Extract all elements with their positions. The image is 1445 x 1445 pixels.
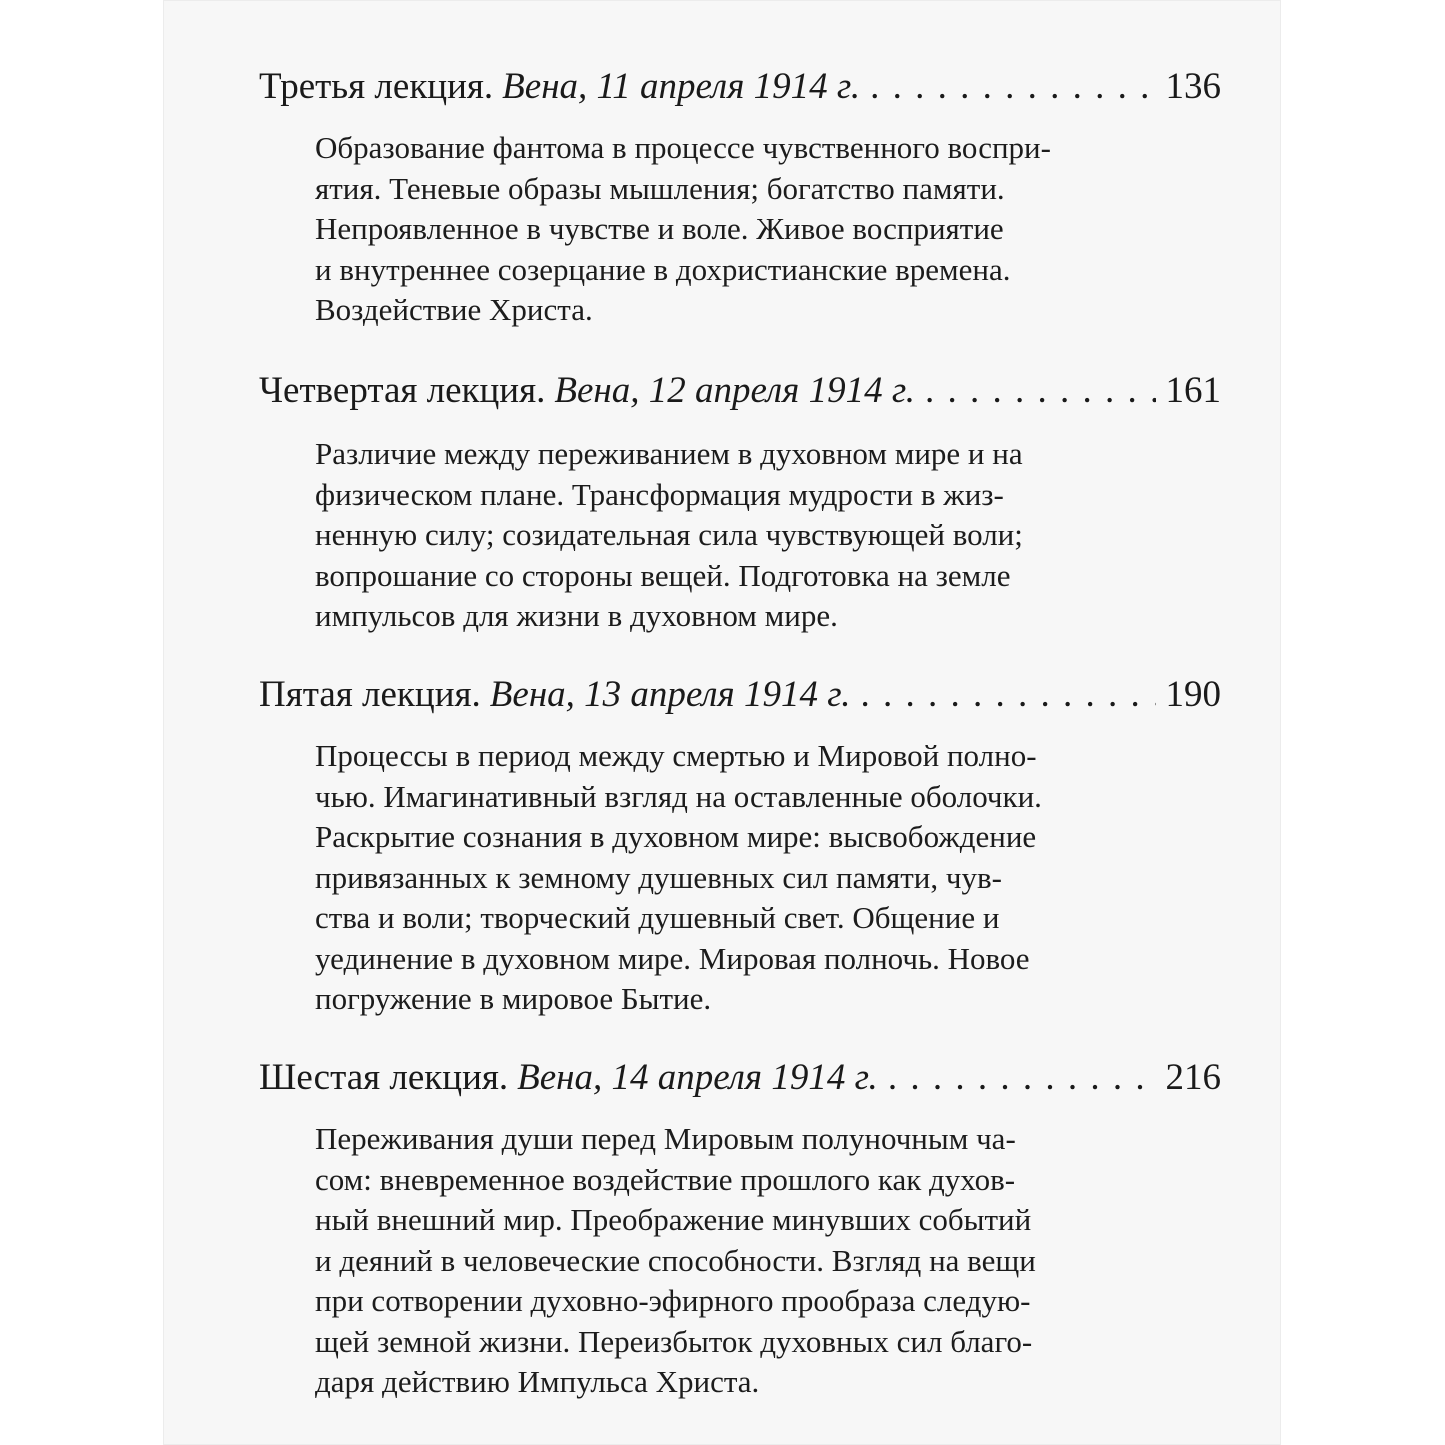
lecture-summary (315, 1119, 1215, 1403)
summary-line: вопрошание со стороны вещей. Подготовка на земле (315, 557, 1011, 593)
summary-line: привязанных к земному душевных сил памяти, чув- (315, 859, 1002, 895)
lecture-summary (315, 736, 1215, 1020)
summary-line: ненную силу; созидательная сила чувствующей воли; (315, 517, 1023, 552)
page-number: 161 (1165, 370, 1221, 411)
summary-line: уединение в духовном мире. Мировая полночь. Новое (315, 940, 1030, 976)
page-number: 216 (1165, 1057, 1221, 1098)
summary-line: и деяний в человеческие способности. Взгляд на вещи (315, 1242, 1036, 1278)
page-number: 136 (1165, 66, 1221, 107)
summary-line: Образование фантома в процессе чувственного воспри- (315, 130, 1051, 165)
dot-leader (860, 670, 1155, 720)
summary-line: Различие между переживанием в духовном мире и на (315, 436, 1023, 471)
lecture-title: Пятая лекция. (259, 674, 481, 715)
summary-line: и внутреннее созерцание в дохристианские времена. (315, 251, 1011, 287)
summary-line: Переживания души перед Мировым полуночным ча- (315, 1121, 1016, 1156)
summary-line: Процессы в период между смертью и Мировой полно- (315, 738, 1037, 773)
summary-line: импульсов для жизни в духовном мире. (315, 598, 838, 633)
summary-line: Раскрытие сознания в духовном мире: высвобождение (315, 819, 1037, 854)
dot-leader (888, 1053, 1156, 1103)
lecture-place-date: Вена, 11 апреля 1914 г. (502, 66, 861, 107)
toc-entry-heading (259, 1053, 1221, 1103)
summary-line: щей земной жизни. Переизбыток духовных сил благо- (315, 1323, 1033, 1359)
book-page (163, 0, 1281, 1445)
lecture-summary (315, 434, 1215, 637)
summary-line: Непроявленное в чувстве и воле. Живое восприятие (315, 211, 1004, 246)
lecture-title: Третья лекция. (259, 66, 494, 107)
dot-leader (870, 62, 1155, 112)
dot-leader (925, 366, 1155, 416)
lecture-summary (315, 128, 1215, 331)
lecture-title: Шестая лекция. (259, 1057, 509, 1098)
lecture-place-date: Вена, 12 апреля 1914 г. (554, 370, 916, 411)
summary-line: ства и воли; творческий душевный свет. Общение и (315, 900, 1000, 935)
summary-line: ятия. Теневые образы мышления; богатство памяти. (315, 170, 1005, 206)
summary-line: погружение в мировое Бытие. (315, 981, 712, 1016)
toc-entry-heading (259, 62, 1221, 112)
lecture-place-date: Вена, 14 апреля 1914 г. (517, 1057, 878, 1098)
toc-entry-heading (259, 366, 1221, 416)
summary-line: при сотворении духовно-эфирного прообраза следую- (315, 1283, 1031, 1318)
lecture-place-date: Вена, 13 апреля 1914 г. (489, 674, 851, 715)
summary-line: ный внешний мир. Преображение минувших событий (315, 1202, 1032, 1237)
summary-line: чью. Имагинативный взгляд на оставленные оболочки. (315, 778, 1042, 814)
toc-entry-heading (259, 670, 1221, 720)
page-number: 190 (1165, 674, 1221, 715)
summary-line: даря действию Импульса Христа. (315, 1364, 760, 1399)
summary-line: сом: вневременное воздействие прошлого как духов- (315, 1161, 1016, 1197)
lecture-title: Четвертая лекция. (259, 370, 546, 411)
summary-line: физическом плане. Трансформация мудрости в жиз- (315, 476, 1004, 512)
summary-line: Воздействие Христа. (315, 292, 593, 327)
